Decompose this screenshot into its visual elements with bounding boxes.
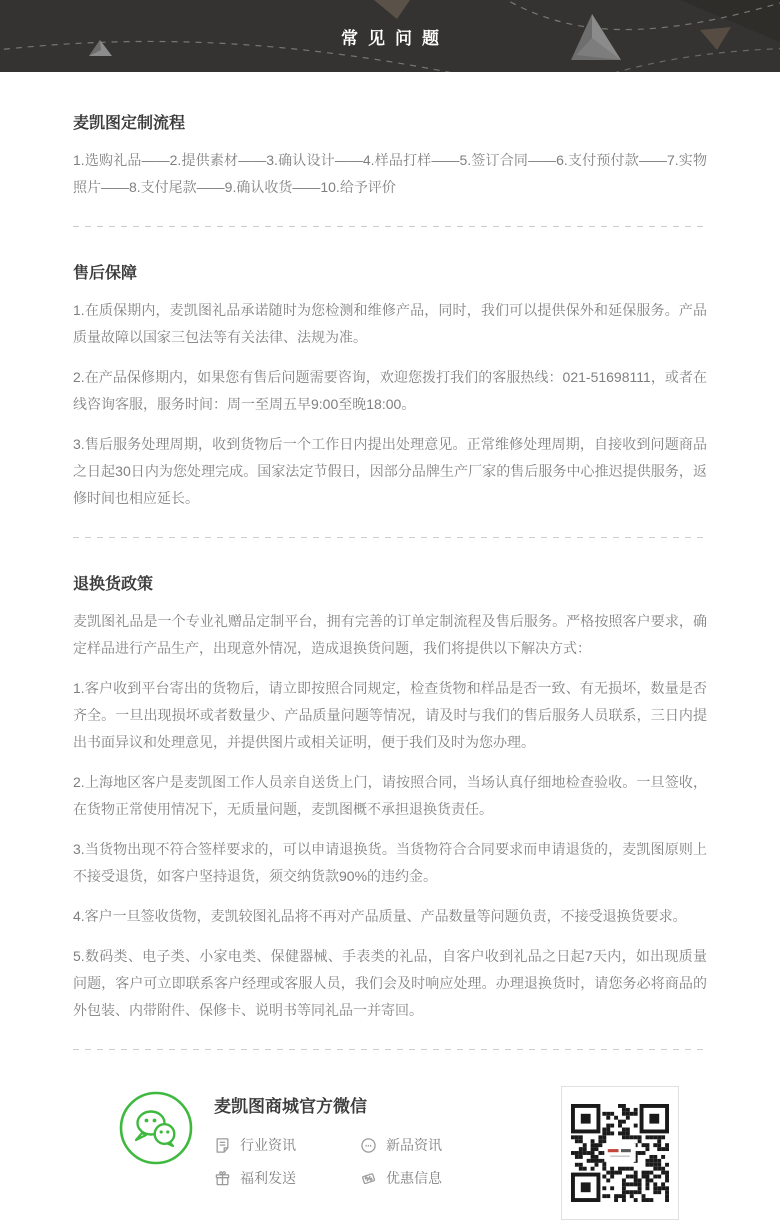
wechat-account-title: 麦凯图商城官方微信 [214,1097,367,1116]
aftersales-item-2: 2.在产品保修期内，如果您有售后问题需要咨询，欢迎您拨打我们的客服热线：021-51698111，或者在线咨询客服，服务时间：周一至周五早9:00至晚18:00。 [73,369,707,412]
section-heading-process: 麦凯图定制流程 [73,115,186,132]
wechat-footer [73,1084,707,1220]
returns-item-4: 4.客户一旦签收货物，麦凯较图礼品将不再对产品质量、产品数量等问题负责，不接受退换货要求。 [73,908,687,924]
wechat-feature-label: 福利发送 [240,1170,296,1186]
wechat-feature-discounts [360,1168,442,1188]
wechat-feature-benefits [214,1168,332,1188]
wechat-feature-grid [214,1135,442,1188]
wechat-feature-industry-news [214,1135,332,1155]
section-heading-aftersales: 售后保障 [73,265,138,282]
qr-code-image [571,1104,669,1202]
returns-intro: 麦凯图礼品是一个专业礼赠品定制平台，拥有完善的订单定制流程及售后服务。严格按照客户要求，确定样品进行产品生产，出现意外情况，造成退换货问题，我们将提供以下解决方式： [73,613,707,656]
returns-item-1: 1.客户收到平台寄出的货物后，请立即按照合同规定，检查货物和样品是否一致、有无损坏，数量是否齐全。一旦出现损坏或者数量少、产品质量问题等情况，请及时与我们的售后服务人员联系，三日内提出书面异议和处理意见，并提供图片或相关证明，便于我们及时为您办理。 [73,680,707,750]
wechat-feature-new-products [360,1135,442,1155]
main-content [0,110,780,1220]
wechat-qr-code [561,1086,679,1220]
wechat-info [214,1084,442,1188]
dashed-divider [73,226,707,227]
aftersales-item-1: 1.在质保期内，麦凯图礼品承诺随时为您检测和维修产品，同时，我们可以提供保外和延保服务。产品质量故障以国家三包法等有关法律、法规为准。 [73,302,707,345]
gift-icon [214,1170,231,1187]
header-banner [0,0,780,72]
aftersales-item-3: 3.售后服务处理周期，收到货物后一个工作日内提出处理意见。正常维修处理周期，自接收到问题商品之日起30日内为您处理完成。国家法定节假日，因部分品牌生产厂家的售后服务中心推迟提供服务，返修时间也相应延长。 [73,436,707,506]
new-badge-icon [360,1137,377,1154]
returns-item-5: 5.数码类、电子类、小家电类、保健器械、手表类的礼品，自客户收到礼品之日起7天内，如出现质量问题，客户可立即联系客户经理或客服人员，我们会及时响应处理。办理退换货时，请您务必将商品的外包装、内带附件、保修卡、说明书等同礼品一并寄回。 [73,948,707,1018]
news-icon [214,1137,231,1154]
dashed-divider [73,537,707,538]
wechat-feature-label: 新品资讯 [386,1137,442,1153]
process-steps: 1.选购礼品——2.提供素材——3.确认设计——4.样品打样——5.签订合同——6.支付预付款——7.实物照片——8.支付尾款——9.确认收货——10.给予评价 [73,152,707,195]
section-heading-returns: 退换货政策 [73,576,154,593]
wechat-feature-label: 优惠信息 [386,1170,442,1186]
coupon-icon [360,1170,377,1187]
returns-item-2: 2.上海地区客户是麦凯图工作人员亲自送货上门，请按照合同，当场认真仔细地检查验收。一旦签收，在货物正常使用情况下，无质量问题，麦凯图概不承担退换货责任。 [73,774,707,817]
page-title: 常见问题 [341,28,449,48]
wechat-feature-label: 行业资讯 [240,1137,296,1153]
wechat-icon [118,1090,194,1166]
returns-item-3: 3.当货物出现不符合签样要求的，可以申请退换货。当货物符合合同要求而申请退货的，麦凯图原则上不接受退货，如客户坚持退货，须交纳货款90%的违约金。 [73,841,707,884]
